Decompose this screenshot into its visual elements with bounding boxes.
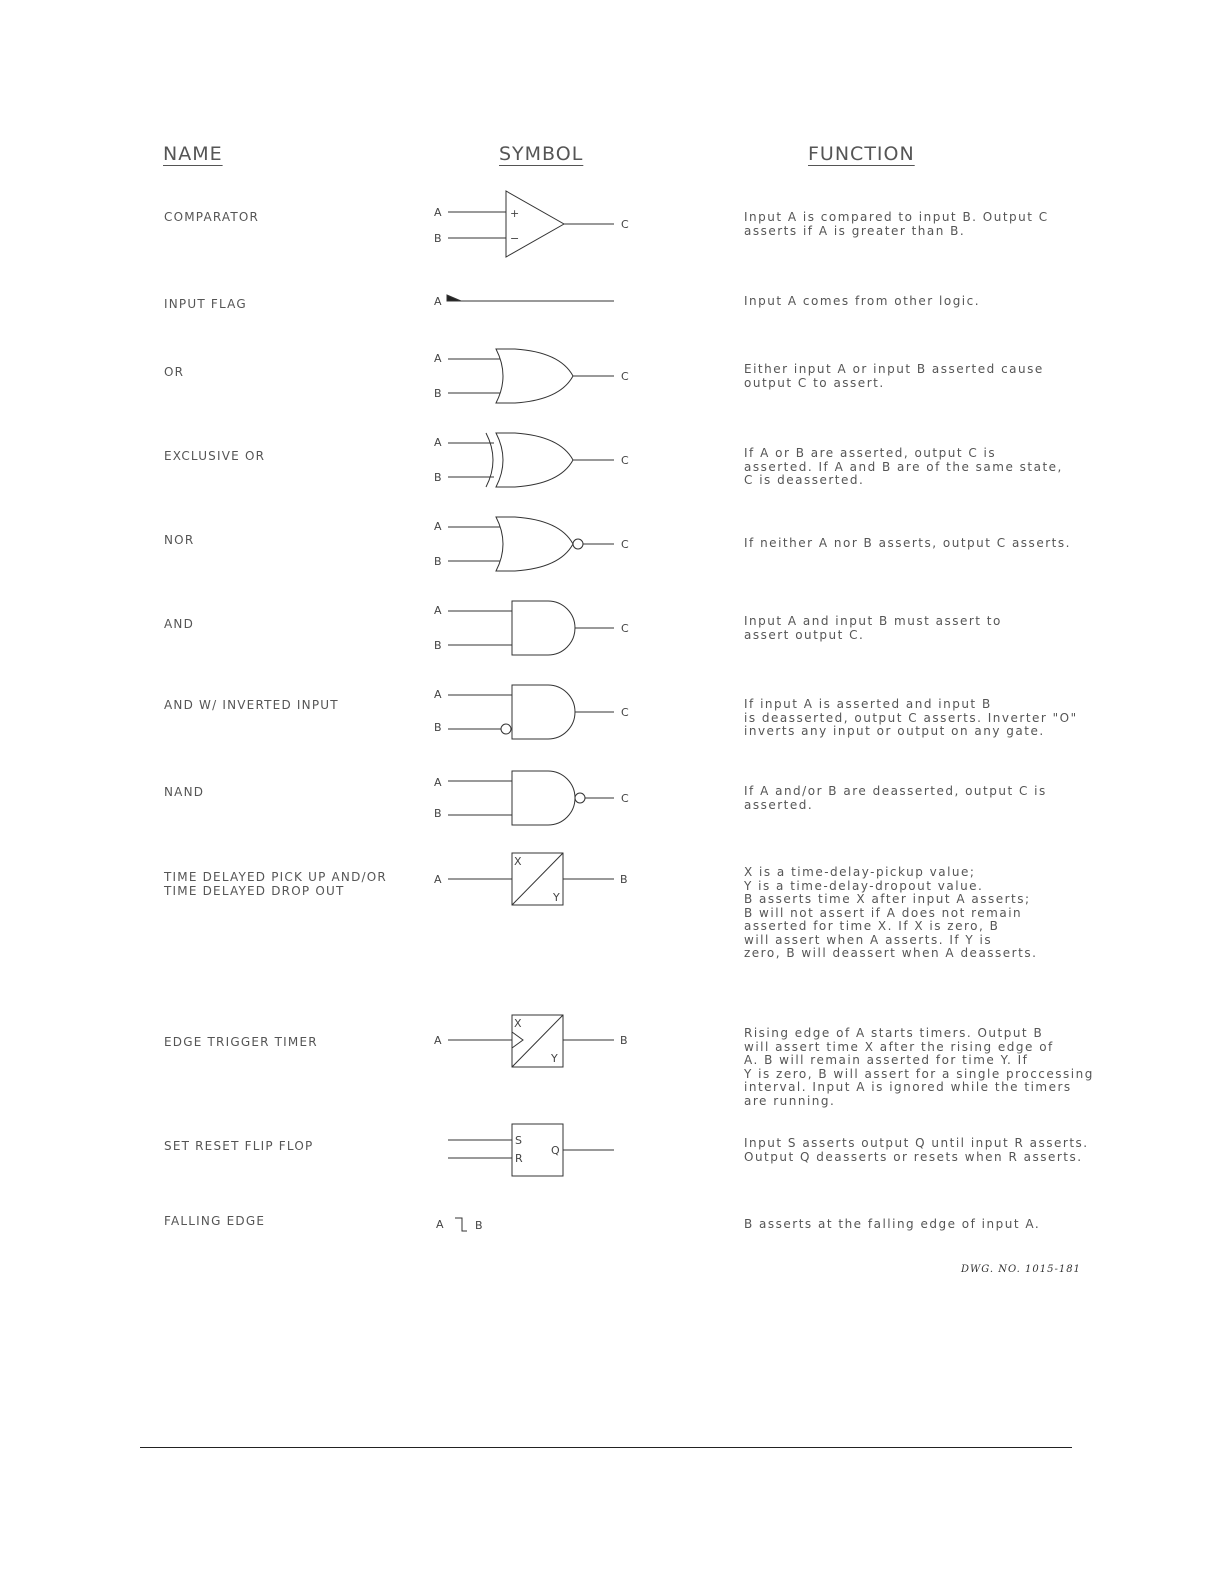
falling-edge-name: FALLING EDGE [164, 1214, 266, 1228]
set-reset-flip-flop-function: Input S asserts output Q until input R asserts. Output Q deasserts or resets when R asserts. [744, 1136, 1089, 1164]
label-b: B [434, 232, 442, 245]
label-a: A [434, 206, 442, 219]
name-column-header: NAME [163, 143, 223, 165]
symbol-column-header: SYMBOL [499, 143, 584, 165]
falling-edge-function: B asserts at the falling edge of input A. [744, 1217, 1041, 1231]
label-b: B [620, 873, 628, 886]
label-b: B [434, 387, 442, 400]
label-y: Y [553, 891, 560, 904]
or-name: OR [164, 365, 185, 379]
nor-function: If neither A nor B asserts, output C asserts. [744, 536, 1071, 550]
xor-gate-symbol [430, 424, 650, 494]
or-gate-symbol [430, 340, 650, 410]
nor-gate-symbol [430, 508, 650, 578]
label-a: A [434, 688, 442, 701]
label-a: A [434, 295, 442, 308]
label-b: B [434, 471, 442, 484]
and-name: AND [164, 617, 195, 631]
label-q: Q [551, 1144, 560, 1157]
label-a: A [434, 436, 442, 449]
set-reset-flip-flop-name: SET RESET FLIP FLOP [164, 1139, 314, 1153]
label-c: C [621, 370, 629, 383]
label-b: B [475, 1219, 483, 1232]
label-c: C [621, 792, 629, 805]
edge-trigger-timer-function: Rising edge of A starts timers. Output B will assert time X after the rising edge of A. B will remain asserted for time Y. If Y is zero, B will assert for a single proccessing interval. Input A is ignored while the timers are running. [744, 1026, 1094, 1108]
input-flag-name: INPUT FLAG [164, 297, 247, 311]
exclusive-or-name: EXCLUSIVE OR [164, 449, 266, 463]
label-a: A [434, 520, 442, 533]
or-function: Either input A or input B asserted cause output C to assert. [744, 362, 1044, 390]
label-a: A [434, 604, 442, 617]
label-a: A [434, 352, 442, 365]
label-x: X [514, 1017, 522, 1030]
label-b: B [434, 555, 442, 568]
label-c: C [621, 622, 629, 635]
label-b: B [434, 639, 442, 652]
input-flag-symbol [430, 285, 650, 315]
comparator-symbol [430, 185, 650, 265]
edge-trigger-timer-name: EDGE TRIGGER TIMER [164, 1035, 318, 1049]
label-minus: − [510, 232, 520, 245]
label-c: C [621, 454, 629, 467]
and-inverted-input-name: AND W/ INVERTED INPUT [164, 698, 339, 712]
label-a: A [434, 873, 442, 886]
comparator-name: COMPARATOR [164, 210, 260, 224]
and-function: Input A and input B must assert to assert output C. [744, 614, 1002, 642]
and-inverted-input-symbol [430, 676, 650, 746]
exclusive-or-function: If A or B are asserted, output C is asserted. If A and B are of the same state, C is deasserted. [744, 446, 1063, 487]
set-reset-flip-flop-symbol [430, 1120, 650, 1180]
label-a: A [436, 1218, 444, 1231]
label-b: B [620, 1034, 628, 1047]
label-x: X [514, 855, 522, 868]
time-delayed-name: TIME DELAYED PICK UP AND/OR TIME DELAYED DROP OUT [164, 870, 387, 898]
and-gate-symbol [430, 592, 650, 662]
edge-trigger-timer-symbol [430, 1010, 650, 1075]
falling-edge-symbol [430, 1208, 650, 1238]
and-inverted-input-function: If input A is asserted and input B is deasserted, output C asserts. Inverter "O" inverts any input or output on any gate. [744, 697, 1078, 738]
label-plus: + [510, 207, 520, 220]
label-c: C [621, 706, 629, 719]
nand-name: NAND [164, 785, 205, 799]
drawing-number: DWG. NO. 1015-181 [961, 1264, 1081, 1275]
label-b: B [434, 807, 442, 820]
label-s: S [515, 1134, 522, 1147]
nand-function: If A and/or B are deasserted, output C is asserted. [744, 784, 1047, 812]
label-c: C [621, 218, 629, 231]
comparator-function: Input A is compared to input B. Output C asserts if A is greater than B. [744, 210, 1049, 238]
input-flag-function: Input A comes from other logic. [744, 294, 981, 308]
label-y: Y [551, 1052, 558, 1065]
label-a: A [434, 776, 442, 789]
label-a: A [434, 1034, 442, 1047]
label-r: R [515, 1152, 523, 1165]
nor-name: NOR [164, 533, 195, 547]
time-delay-timer-symbol [430, 848, 650, 913]
nand-gate-symbol [430, 762, 650, 832]
label-c: C [621, 538, 629, 551]
label-b: B [434, 721, 442, 734]
footer-rule [140, 1447, 1072, 1448]
function-column-header: FUNCTION [808, 143, 915, 165]
time-delayed-function: X is a time-delay-pickup value; Y is a time-delay-dropout value. B asserts time X after input A asserts; B will not assert if A does not remain asserted for time X. If X is zero, B will assert when A asserts. If Y is zero, B will deassert when A deasserts. [744, 865, 1038, 960]
